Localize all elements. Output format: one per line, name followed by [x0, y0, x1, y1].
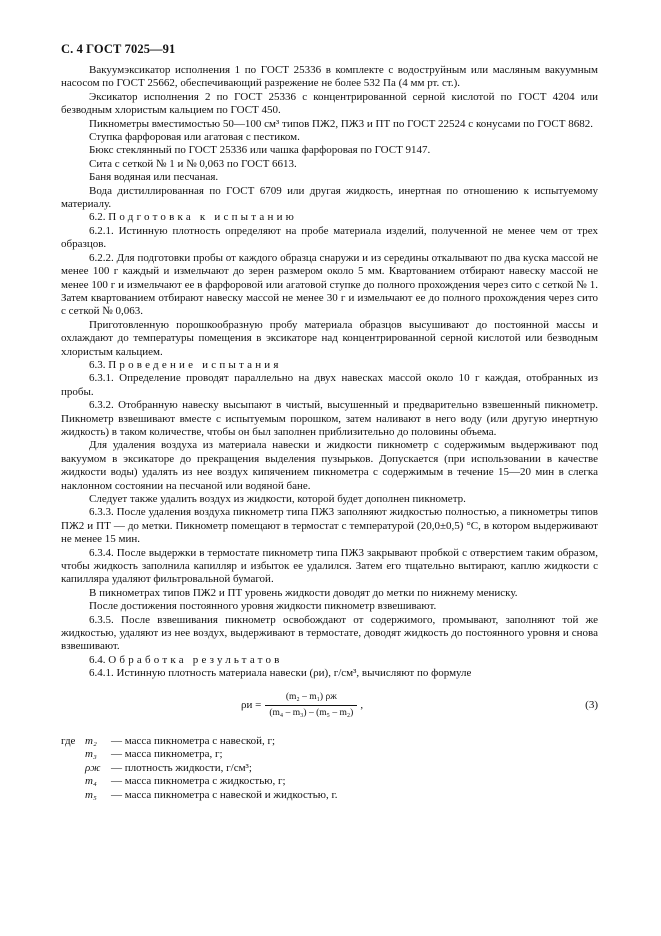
- paragraph: Баня водяная или песчаная.: [89, 171, 219, 184]
- document-body: [61, 64, 598, 803]
- paragraph: 6.3.2. Отобранную навеску высыпают в чистый, высушенный и предварительно взвешенный пикнометр. Пикнометр взвешивают вместе с испытуемым порошком, затем наливают в него воду (или другую инертную жидкость) в таком количестве, чтобы он был заполнен приблизительно до половины объема.: [61, 399, 598, 438]
- definition-lead: [61, 775, 85, 789]
- section-title: Проведение испытания: [108, 358, 282, 371]
- section-number: 6.3.: [89, 358, 106, 371]
- section-title: Обработка результатов: [108, 653, 283, 666]
- paragraph: В пикнометрах типов ПЖ2 и ПТ уровень жидкости доводят до метки по нижнему мениску.: [89, 586, 518, 599]
- equation-number: (3): [585, 698, 598, 711]
- paragraph: 6.2.2. Для подготовки пробы от каждого образца снаружи и из середины откалывают по два куска массой не менее 100 г каждый и измельчают до зерен размером около 5 мм. Квартованием отбирают навеску массой не менее 100 г и измельчают ее в фарфоровой или агатовой ступке до полного прохождения через сито с сеткой № 1. Затем квартованием отбирают навеску массой не менее 30 г и измельчают ее до полного прохождения через сито с сеткой № 0,063.: [61, 251, 598, 318]
- formula-block: [61, 687, 598, 727]
- formula-lhs: ρи =: [241, 698, 262, 711]
- definition-row: [61, 762, 598, 776]
- paragraph: Сита с сеткой № 1 и № 0,063 по ГОСТ 6613.: [89, 157, 297, 170]
- definition-text: — масса пикнометра с навеской, г;: [111, 734, 276, 747]
- definition-text: — масса пикнометра с навеской и жидкостью, г.: [111, 789, 338, 802]
- paragraph: 6.3.3. После удаления воздуха пикнометр типа ПЖ3 заполняют жидкостью полностью, а пикнометры типов ПЖ2 и ПТ — до метки. Пикнометр помещают в термостат с температурой (20,0±0,5) °С, в котором выдерживают не менее 15 мин.: [61, 506, 598, 546]
- definition-row: [61, 775, 598, 789]
- paragraph: Следует также удалить воздух из жидкости, которой будет дополнен пикнометр.: [89, 493, 466, 505]
- paragraph: После достижения постоянного уровня жидкости пикнометр взвешивают.: [89, 600, 437, 613]
- formula: [241, 691, 363, 721]
- definition-lead: [61, 762, 85, 776]
- paragraph: Эксикатор исполнения 2 по ГОСТ 25336 с концентрированной серной кислотой по ГОСТ 4204 или безводным хлористым кальцием по ГОСТ 450.: [61, 90, 598, 117]
- paragraph: 6.4.1. Истинную плотность материала навески (ρи), г/см³, вычисляют по формуле: [89, 667, 472, 680]
- formula-comma: ,: [360, 698, 364, 711]
- formula-definitions: [61, 735, 598, 803]
- formula-numerator: (m₂ – m₁) ρж: [285, 691, 337, 702]
- paragraph: Вакуумэксикатор исполнения 1 по ГОСТ 25336 в комплекте с водоструйным или масляным вакуумным насосом по ГОСТ 25662, обеспечивающий разрежение не более 532 Па (4 мм рт. ст.).: [61, 64, 598, 90]
- definition-row: [61, 748, 598, 762]
- definition-lead: где: [61, 734, 76, 747]
- paragraph: Бюкс стеклянный по ГОСТ 25336 или чашка фарфоровая по ГОСТ 9147.: [89, 144, 431, 157]
- definition-text: — масса пикнометра, г;: [111, 748, 223, 761]
- section-number: 6.4.: [89, 653, 106, 666]
- paragraph: 6.2.1. Истинную плотность определяют на пробе материала изделий, полученной не менее чем от трех образцов.: [61, 224, 598, 251]
- definition-symbol: m₄: [85, 775, 97, 788]
- section-heading-6-2: [61, 211, 598, 224]
- definition-text: — масса пикнометра с жидкостью, г;: [111, 775, 286, 788]
- definition-lead: [61, 748, 85, 762]
- paragraph: Ступка фарфоровая или агатовая с пестиком.: [89, 131, 300, 144]
- definition-lead: [61, 789, 85, 803]
- definition-symbol: m₂: [85, 734, 97, 747]
- section-number: 6.2.: [89, 211, 106, 224]
- definition-row: [61, 735, 598, 749]
- definition-symbol: ρж: [85, 761, 101, 774]
- definition-symbol: m₃: [85, 748, 97, 761]
- page-header: С. 4 ГОСТ 7025—91: [61, 42, 176, 56]
- paragraph: Вода дистиллированная по ГОСТ 6709 или другая жидкость, инертная по отношению к испытуемому материалу.: [61, 184, 598, 211]
- definition-text: — плотность жидкости, г/см³;: [111, 761, 252, 774]
- definition-row: [61, 789, 598, 803]
- section-heading-6-4: [61, 654, 598, 667]
- paragraph: 6.3.1. Определение проводят параллельно на двух навесках массой около 10 г каждая, отобранных из пробы.: [61, 372, 598, 398]
- formula-denominator: (m₄ – m₃) – (m₅ – m₂): [265, 705, 357, 720]
- paragraph: Пикнометры вместимостью 50—100 см³ типов ПЖ2, ПЖ3 и ПТ по ГОСТ 22524 с конусами по ГОСТ 8682.: [89, 117, 593, 130]
- section-heading-6-3: [61, 359, 598, 372]
- section-title: Подготовка к испытанию: [108, 211, 298, 224]
- paragraph: Приготовленную порошкообразную пробу материала образцов высушивают до постоянной массы и охлаждают до температуры помещения в эксикаторе над концентрированной серной кислотой или безводным хлористым кальцием.: [61, 318, 598, 358]
- paragraph: 6.3.5. После взвешивания пикнометр освобождают от содержимого, промывают, заполняют той же жидкостью, удаляют из нее воздух, выдерживают в термостате, доводят жидкость до постоянного уровня и снова взвешивают.: [61, 613, 598, 653]
- paragraph: 6.3.4. После выдержки в термостате пикнометр типа ПЖ3 закрывают пробкой с отверстием таким образом, чтобы жидкость заполнила капилляр и избыток ее удалился. Затем его тщательно вытирают, каплю жидкости с капилляра удаляют фильтровальной бумагой.: [61, 546, 598, 586]
- formula-fraction: [265, 691, 357, 721]
- paragraph: Для удаления воздуха из материала навески и жидкости пикнометр с содержимым выдерживают под вакуумом в эксикаторе до прекращения выделения пузырьков. Допускается (при использовании в качестве жидкости воды) удалять из нее воздух кипячением пикнометра с содержимым в течение 15—20 мин в слегка наклонном состоянии на песчаной или водяной бане.: [61, 439, 598, 492]
- definition-symbol: m₅: [85, 789, 97, 802]
